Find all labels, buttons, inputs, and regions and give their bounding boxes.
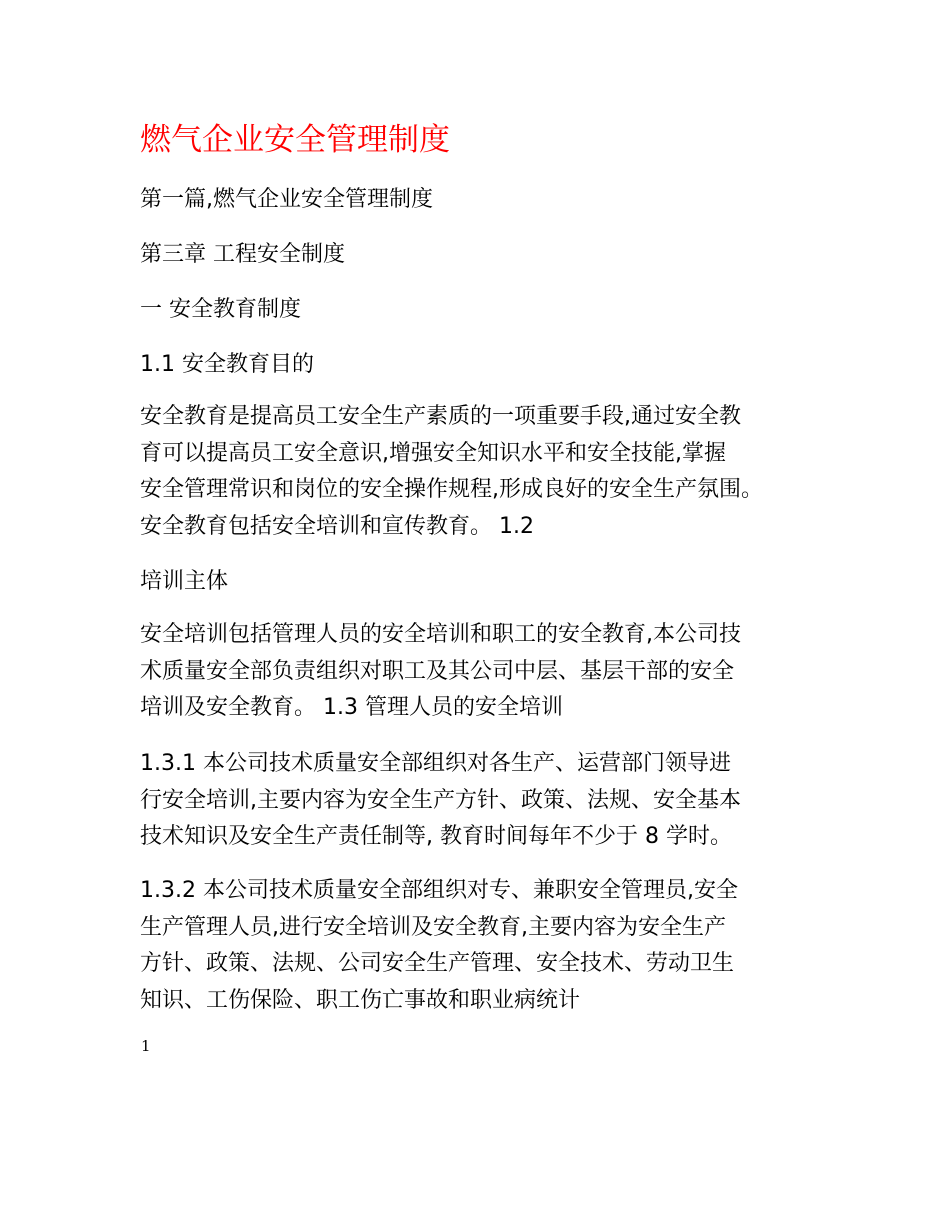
chapter-heading: 第三章 工程安全制度 xyxy=(140,242,345,267)
paragraph-training-subject xyxy=(140,617,830,727)
paragraph-1-3-2 xyxy=(140,873,830,1019)
paragraph-line: 生产管理人员,进行安全培训及安全教育,主要内容为安全生产 xyxy=(140,914,726,940)
page-number: 1 xyxy=(141,1037,151,1055)
section-heading: 一 安全教育制度 xyxy=(140,297,301,322)
paragraph-1-3-1 xyxy=(140,746,830,856)
paragraph-line: 方针、政策、法规、公司安全生产管理、安全技术、劳动卫生 xyxy=(140,951,735,976)
paragraph-line: 技术知识及安全生产责任制等, 教育时间每年不少于 8 学时。 xyxy=(140,824,732,849)
paragraph-line: 术质量安全部负责组织对职工及其公司中层、基层干部的安全 xyxy=(140,658,735,684)
paragraph-line: 1.3.1 本公司技术质量安全部组织对各生产、运营部门领导进 xyxy=(140,751,731,776)
paragraph-line: 育可以提高员工安全意识,增强安全知识水平和安全技能,掌握 xyxy=(140,440,726,466)
paragraph-line: 行安全培训,主要内容为安全生产方针、政策、法规、安全基本 xyxy=(140,787,741,813)
paragraph-line: 1.3.2 本公司技术质量安全部组织对专、兼职安全管理员,安全 xyxy=(140,878,738,903)
paragraph-line: 知识、工伤保险、职工伤亡事故和职业病统计 xyxy=(140,987,581,1013)
paragraph-education-purpose xyxy=(140,399,830,545)
training-subject-line: 培训主体 xyxy=(140,569,229,594)
paragraph-line: 安全教育包括安全培训和宣传教育。 1.2 xyxy=(140,513,534,539)
paragraph-line: 安全教育是提高员工安全生产素质的一项重要手段,通过安全教 xyxy=(140,404,741,429)
paragraph-line: 培训及安全教育。 1.3 管理人员的安全培训 xyxy=(140,695,563,720)
subsection-heading: 1.1 安全教育目的 xyxy=(140,352,314,377)
paragraph-line: 安全培训包括管理人员的安全培训和职工的安全教育,本公司技 xyxy=(140,622,741,647)
document-title: 燃气企业安全管理制度 xyxy=(140,122,450,158)
paragraph-line: 安全管理常识和岗位的安全操作规程,形成良好的安全生产氛围。 xyxy=(140,477,763,502)
part-heading: 第一篇,燃气企业安全管理制度 xyxy=(140,187,433,212)
